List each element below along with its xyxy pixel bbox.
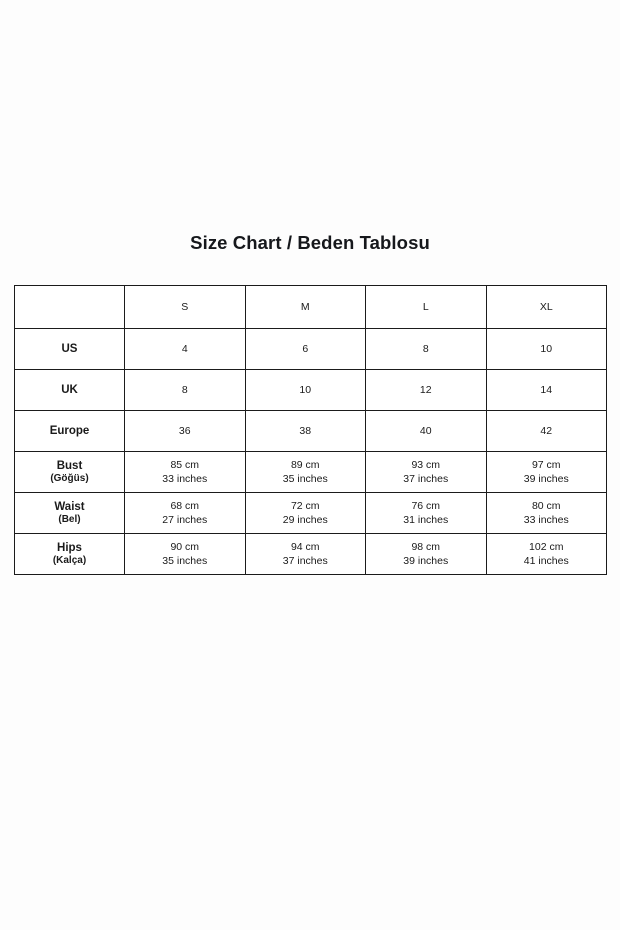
cell-hips-xl-inch: 41 inches xyxy=(523,555,569,567)
table-corner-cell xyxy=(15,286,125,329)
cell-europe-m: 38 xyxy=(245,411,366,452)
table-row xyxy=(15,452,607,493)
table-body xyxy=(15,329,607,575)
cell-bust-s-inch: 33 inches xyxy=(162,473,208,485)
cell-bust-l xyxy=(366,452,487,493)
cell-bust-s xyxy=(125,452,246,493)
cell-bust-l-inch: 37 inches xyxy=(403,473,449,485)
cell-waist-xl-inch: 33 inches xyxy=(523,514,569,526)
row-label-bust xyxy=(15,452,125,493)
table-row xyxy=(15,411,607,452)
size-chart-table-container xyxy=(14,285,606,575)
row-label-waist-main: Waist xyxy=(54,500,85,513)
cell-uk-s: 8 xyxy=(125,370,246,411)
column-header-s: S xyxy=(125,286,246,329)
cell-uk-m: 10 xyxy=(245,370,366,411)
cell-bust-m xyxy=(245,452,366,493)
cell-waist-s-inch: 27 inches xyxy=(162,514,208,526)
cell-waist-xl xyxy=(486,493,607,534)
cell-waist-l xyxy=(366,493,487,534)
row-label-waist-sub: (Bel) xyxy=(58,513,81,525)
cell-hips-m-inch: 37 inches xyxy=(282,555,328,567)
column-header-l: L xyxy=(366,286,487,329)
table-header xyxy=(15,286,607,329)
cell-hips-l-cm: 98 cm xyxy=(411,540,441,553)
cell-bust-s-cm: 85 cm xyxy=(170,458,200,471)
row-label-waist xyxy=(15,493,125,534)
size-chart-table xyxy=(14,285,607,575)
cell-waist-s xyxy=(125,493,246,534)
cell-hips-l-inch: 39 inches xyxy=(403,555,449,567)
row-label-uk: UK xyxy=(15,370,125,411)
cell-europe-s: 36 xyxy=(125,411,246,452)
column-header-m: M xyxy=(245,286,366,329)
table-row xyxy=(15,534,607,575)
cell-bust-m-cm: 89 cm xyxy=(290,458,320,471)
cell-waist-m-cm: 72 cm xyxy=(290,499,320,512)
cell-uk-xl: 14 xyxy=(486,370,607,411)
cell-us-l: 8 xyxy=(366,329,487,370)
cell-hips-s xyxy=(125,534,246,575)
cell-europe-l: 40 xyxy=(366,411,487,452)
cell-bust-m-inch: 35 inches xyxy=(282,473,328,485)
table-row xyxy=(15,329,607,370)
row-label-europe: Europe xyxy=(15,411,125,452)
row-label-hips xyxy=(15,534,125,575)
cell-hips-m xyxy=(245,534,366,575)
cell-hips-s-cm: 90 cm xyxy=(170,540,200,553)
cell-hips-l xyxy=(366,534,487,575)
row-label-hips-sub: (Kalça) xyxy=(52,554,87,566)
cell-hips-xl-cm: 102 cm xyxy=(529,540,564,553)
row-label-bust-main: Bust xyxy=(56,459,83,472)
cell-bust-xl-inch: 39 inches xyxy=(523,473,569,485)
cell-hips-xl xyxy=(486,534,607,575)
cell-us-s: 4 xyxy=(125,329,246,370)
cell-bust-xl xyxy=(486,452,607,493)
cell-us-xl: 10 xyxy=(486,329,607,370)
cell-uk-l: 12 xyxy=(366,370,487,411)
cell-bust-xl-cm: 97 cm xyxy=(531,458,561,471)
table-row xyxy=(15,370,607,411)
cell-hips-m-cm: 94 cm xyxy=(290,540,320,553)
cell-waist-l-cm: 76 cm xyxy=(411,499,441,512)
cell-europe-xl: 42 xyxy=(486,411,607,452)
row-label-bust-sub: (Göğüs) xyxy=(50,472,89,484)
cell-waist-m xyxy=(245,493,366,534)
page-title: Size Chart / Beden Tablosu xyxy=(190,232,430,253)
cell-bust-l-cm: 93 cm xyxy=(411,458,441,471)
cell-waist-l-inch: 31 inches xyxy=(403,514,449,526)
cell-hips-s-inch: 35 inches xyxy=(162,555,208,567)
column-header-xl: XL xyxy=(486,286,607,329)
row-label-hips-main: Hips xyxy=(57,541,82,554)
row-label-us: US xyxy=(15,329,125,370)
table-header-row xyxy=(15,286,607,329)
cell-waist-xl-cm: 80 cm xyxy=(531,499,561,512)
cell-us-m: 6 xyxy=(245,329,366,370)
table-row xyxy=(15,493,607,534)
cell-waist-m-inch: 29 inches xyxy=(282,514,328,526)
cell-waist-s-cm: 68 cm xyxy=(170,499,200,512)
